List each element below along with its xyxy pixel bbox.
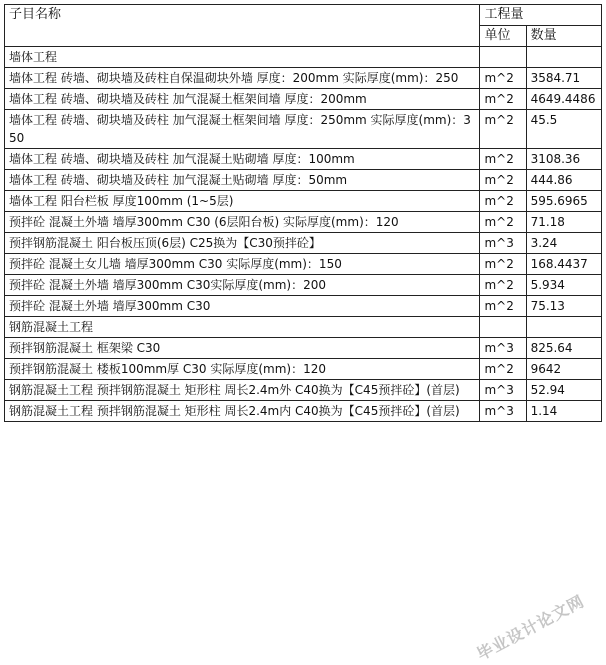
table-row <box>5 149 602 170</box>
table-row <box>5 401 602 422</box>
empty-cell <box>480 47 526 68</box>
item-unit: m^3 <box>480 233 526 254</box>
table-body <box>5 5 602 422</box>
item-qty: 3108.36 <box>526 149 601 170</box>
item-unit: m^2 <box>480 296 526 317</box>
table-row <box>5 191 602 212</box>
header-unit: 单位 <box>480 26 526 47</box>
item-qty: 9642 <box>526 359 601 380</box>
item-unit: m^2 <box>480 359 526 380</box>
item-name: 预拌砼 混凝土外墙 墙厚300mm C30 (6层阳台板) 实际厚度(mm)：120 <box>5 212 480 233</box>
table-row <box>5 254 602 275</box>
item-qty: 1.14 <box>526 401 601 422</box>
header-row-1 <box>5 5 602 26</box>
header-name: 子目名称 <box>5 5 480 47</box>
empty-cell <box>526 47 601 68</box>
quantity-table <box>4 4 602 422</box>
section-row <box>5 47 602 68</box>
item-unit: m^2 <box>480 110 526 149</box>
item-qty: 52.94 <box>526 380 601 401</box>
item-qty: 75.13 <box>526 296 601 317</box>
item-name: 预拌钢筋混凝土 框架梁 C30 <box>5 338 480 359</box>
header-amount: 数量 <box>526 26 601 47</box>
table-row <box>5 233 602 254</box>
item-name: 墙体工程 砖墙、砌块墙及砖柱自保温砌块外墙 厚度：200mm 实际厚度(mm)：250 <box>5 68 480 89</box>
item-qty: 595.6965 <box>526 191 601 212</box>
table-row <box>5 68 602 89</box>
table-row <box>5 296 602 317</box>
item-unit: m^2 <box>480 275 526 296</box>
item-name: 墙体工程 阳台栏板 厚度100mm (1~5层) <box>5 191 480 212</box>
item-name: 墙体工程 砖墙、砌块墙及砖柱 加气混凝土框架间墙 厚度：200mm <box>5 89 480 110</box>
item-name: 预拌钢筋混凝土 楼板100mm厚 C30 实际厚度(mm)：120 <box>5 359 480 380</box>
item-name: 墙体工程 砖墙、砌块墙及砖柱 加气混凝土贴砌墙 厚度：50mm <box>5 170 480 191</box>
item-unit: m^2 <box>480 191 526 212</box>
table-row <box>5 170 602 191</box>
item-qty: 3584.71 <box>526 68 601 89</box>
item-unit: m^2 <box>480 68 526 89</box>
item-name: 钢筋混凝土工程 预拌钢筋混凝土 矩形柱 周长2.4m外 C40换为【C45预拌砼】(首层) <box>5 380 480 401</box>
item-name: 预拌钢筋混凝土 阳台板压顶(6层) C25换为【C30预拌砼】 <box>5 233 480 254</box>
item-unit: m^2 <box>480 254 526 275</box>
section-row <box>5 317 602 338</box>
item-name: 预拌砼 混凝土外墙 墙厚300mm C30实际厚度(mm)：200 <box>5 275 480 296</box>
watermark: 毕业设计论文网 <box>473 591 588 664</box>
section-title: 钢筋混凝土工程 <box>5 317 480 338</box>
item-name: 墙体工程 砖墙、砌块墙及砖柱 加气混凝土框架间墙 厚度：250mm 实际厚度(mm)：350 <box>5 110 480 149</box>
item-unit: m^3 <box>480 338 526 359</box>
table-row <box>5 89 602 110</box>
item-qty: 168.4437 <box>526 254 601 275</box>
table-row <box>5 110 602 149</box>
item-qty: 71.18 <box>526 212 601 233</box>
header-quantity-group: 工程量 <box>480 5 602 26</box>
item-unit: m^2 <box>480 170 526 191</box>
table-row <box>5 380 602 401</box>
item-name: 墙体工程 砖墙、砌块墙及砖柱 加气混凝土贴砌墙 厚度：100mm <box>5 149 480 170</box>
empty-cell <box>526 317 601 338</box>
item-qty: 444.86 <box>526 170 601 191</box>
item-qty: 825.64 <box>526 338 601 359</box>
item-qty: 4649.4486 <box>526 89 601 110</box>
item-qty: 3.24 <box>526 233 601 254</box>
section-title: 墙体工程 <box>5 47 480 68</box>
table-row <box>5 275 602 296</box>
item-qty: 5.934 <box>526 275 601 296</box>
item-name: 钢筋混凝土工程 预拌钢筋混凝土 矩形柱 周长2.4m内 C40换为【C45预拌砼】(首层) <box>5 401 480 422</box>
item-unit: m^2 <box>480 212 526 233</box>
table-row <box>5 359 602 380</box>
table-row <box>5 338 602 359</box>
item-name: 预拌砼 混凝土女儿墙 墙厚300mm C30 实际厚度(mm)：150 <box>5 254 480 275</box>
table-row <box>5 212 602 233</box>
item-unit: m^2 <box>480 149 526 170</box>
item-name: 预拌砼 混凝土外墙 墙厚300mm C30 <box>5 296 480 317</box>
item-qty: 45.5 <box>526 110 601 149</box>
empty-cell <box>480 317 526 338</box>
item-unit: m^2 <box>480 89 526 110</box>
item-unit: m^3 <box>480 401 526 422</box>
item-unit: m^3 <box>480 380 526 401</box>
